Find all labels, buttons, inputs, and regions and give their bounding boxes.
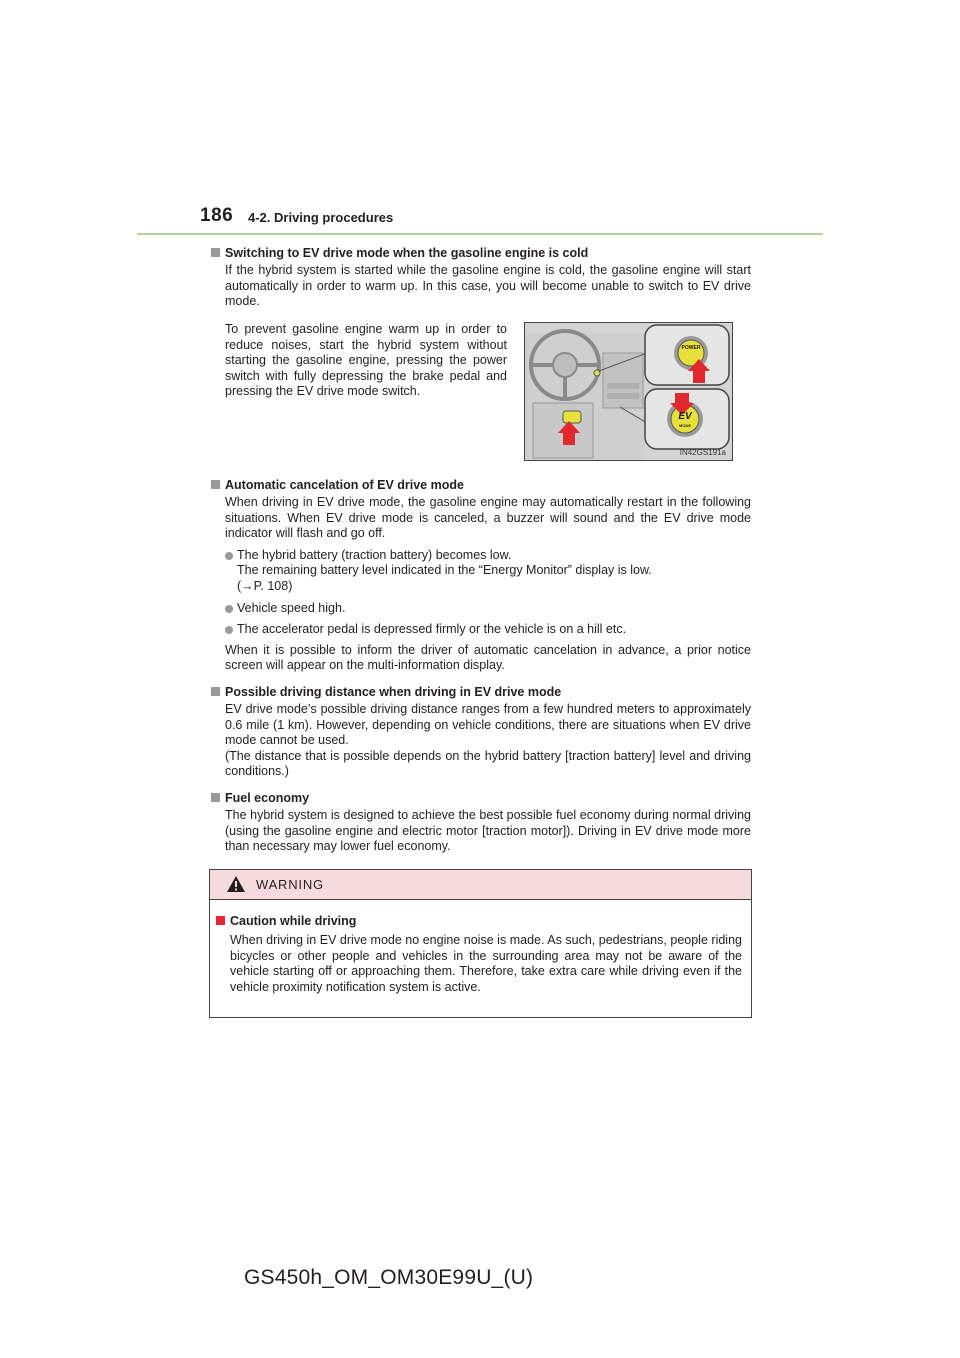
warning-body — [216, 913, 742, 995]
square-bullet-icon — [216, 916, 225, 925]
heading-text: Switching to EV drive mode when the gasoline engine is cold — [225, 246, 589, 260]
section-cold-engine — [211, 245, 751, 310]
section-distance — [211, 684, 751, 780]
list-item — [211, 548, 751, 595]
round-bullet-icon — [225, 552, 233, 560]
warning-header — [210, 870, 751, 900]
mode-button-label: MODE — [679, 423, 691, 428]
page-reference: (→P. 108) — [237, 578, 293, 593]
page-number: 186 — [200, 205, 234, 226]
section-heading — [211, 477, 751, 493]
heading-text: Fuel economy — [225, 791, 310, 805]
round-bullet-icon — [225, 605, 233, 613]
paragraph: When it is possible to inform the driver of automatic cancelation in advance, a prior notice screen will appear on the multi-information display. — [225, 642, 751, 673]
paragraph: When driving in EV drive mode, the gasoline engine may automatically restart in the following situations. When EV drive mode is canceled, a buzzer will sound and the EV drive mode indicator will flash and go off. — [225, 495, 751, 541]
paragraph: The hybrid system is designed to achieve the best possible fuel economy during normal driving (using the gasoline engine and electric motor [traction motor]). Driving in EV drive mode more than necessary may lower fuel economy. — [225, 808, 751, 854]
paragraph: (The distance that is possible depends on the hybrid battery [traction battery] level and driving conditions.) — [225, 748, 751, 779]
list-item — [211, 622, 751, 638]
page-header — [200, 205, 822, 235]
list-item-text: The remaining battery level indicated in the “Energy Monitor” display is low. — [237, 563, 652, 578]
section-fuel — [211, 790, 751, 855]
heading-text: Automatic cancelation of EV drive mode — [225, 478, 464, 492]
square-bullet-icon — [211, 480, 220, 489]
dashboard-figure — [524, 322, 733, 461]
square-bullet-icon — [211, 793, 220, 802]
warning-triangle-icon — [226, 875, 246, 893]
section-title: 4-2. Driving procedures — [248, 210, 394, 225]
document-code: GS450h_OM_OM30E99U_(U) — [244, 1266, 534, 1289]
heading-text: Caution while driving — [230, 914, 357, 928]
header-rule — [137, 233, 823, 235]
warning-title: WARNING — [256, 877, 324, 892]
square-bullet-icon — [211, 687, 220, 696]
dashboard-illustration — [525, 323, 732, 460]
section-heading — [211, 684, 751, 700]
square-bullet-icon — [211, 248, 220, 257]
paragraph: If the hybrid system is started while the gasoline engine is cold, the gasoline engine will start automatically in order to warm up. In this case, you will become unable to switch to EV drive mode. — [225, 263, 751, 309]
warning-text: When driving in EV drive mode no engine noise is made. As such, pedestrians, people riding bicycles or other people and vehicles in the surrounding area may not be aware of the vehicle starting off or approaching them. Therefore, take extra care while driving even if the vehicle proximity notification system is active. — [230, 933, 742, 994]
warning-box — [209, 869, 752, 1018]
list-item-text: The accelerator pedal is depressed firmly or the vehicle is on a hill etc. — [237, 622, 627, 637]
power-button-label: POWER — [681, 345, 701, 351]
paragraph: EV drive mode’s possible driving distance ranges from a few hundred meters to approximately 0.6 mile (1 km). However, depending on vehicle conditions, there are situations when EV drive mode cannot be used. — [225, 702, 751, 748]
paragraph: To prevent gasoline engine warm up in order to reduce noises, start the hybrid system without starting the gasoline engine, pressing the power switch with fully depressing the brake pedal and pressing the EV drive mode switch. — [225, 322, 507, 399]
section-auto-cancel — [211, 477, 751, 674]
ev-button-label: EV — [678, 411, 692, 422]
section-heading — [211, 245, 751, 261]
warning-heading — [216, 913, 742, 929]
figure-code: IN42GS191a — [679, 448, 726, 457]
list-item — [211, 601, 751, 617]
list-item-text: Vehicle speed high. — [237, 600, 346, 615]
section-cold-engine-para2 — [211, 320, 507, 400]
round-bullet-icon — [225, 626, 233, 634]
list-item-text: The hybrid battery (traction battery) becomes low. — [237, 547, 512, 562]
heading-text: Possible driving distance when driving in EV drive mode — [225, 685, 562, 699]
section-heading — [211, 790, 751, 806]
